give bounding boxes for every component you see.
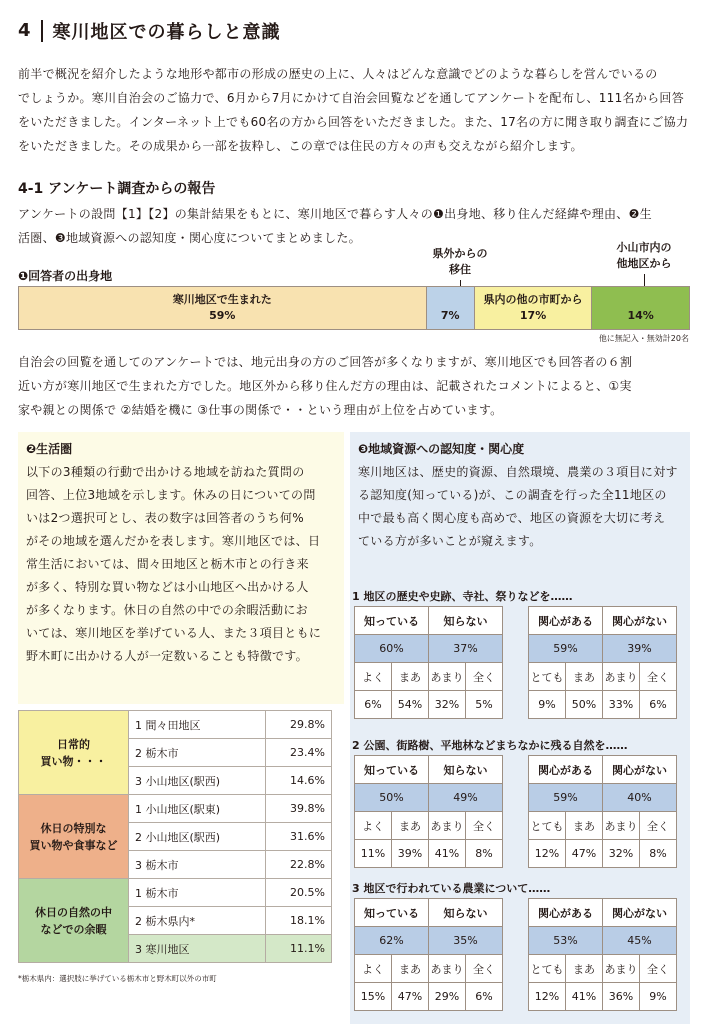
table-sub-header-cell: まあ [566, 812, 603, 840]
activity-category-line: 日常的 [57, 737, 90, 751]
table-value-row [529, 983, 677, 1011]
segment-value: 17% [519, 309, 547, 322]
origin-text-line: 自治会の回覧を通してのアンケートでは、地元出身の方のご回答が多くなりますが、寒川地区でも回答者の６割 [18, 355, 633, 369]
table-percent-row [355, 927, 503, 955]
activity-value: 39.8% [266, 795, 332, 823]
life-sphere-title: ❷生活圏 [26, 442, 73, 456]
activity-table [18, 710, 332, 963]
table-header-row [529, 756, 677, 784]
table-value-cell: 47% [392, 983, 429, 1011]
segment-label: 県内の他の市町から [483, 293, 583, 306]
table-percent-cell: 40% [603, 784, 677, 812]
table-sub-header-row [355, 663, 503, 691]
activity-category [19, 711, 129, 795]
table-sub-header-cell: 全く [466, 955, 503, 983]
table-header-row [529, 899, 677, 927]
table-header-cell: 知らない [429, 756, 503, 784]
activity-category [19, 795, 129, 879]
table-value-row [355, 691, 503, 719]
table-sub-header-cell: よく [355, 812, 392, 840]
resources-text-line: 中で最も高く関心度も高めで、地区の資源を大切に考え [358, 511, 666, 525]
origin-chart-title: ❶回答者の出身地 [18, 269, 113, 283]
table-percent-cell: 49% [429, 784, 503, 812]
survey-intro-line: 活圏、❸地域資源への認知度・関心度についてまとめました。 [18, 231, 361, 245]
segment-value: 59% [209, 309, 236, 322]
table-sub-header-cell: あまり [603, 663, 640, 691]
callout-line-text: 小山市内の [616, 241, 672, 254]
table-percent-cell: 45% [603, 927, 677, 955]
table-header-cell: 知らない [429, 607, 503, 635]
table-sub-header-row [355, 812, 503, 840]
table-header-cell: 知っている [355, 756, 429, 784]
table-percent-cell: 59% [529, 635, 603, 663]
activity-place: 3 栃木市 [129, 851, 266, 879]
table-header-cell: 関心がある [529, 899, 603, 927]
activity-value: 22.8% [266, 851, 332, 879]
segment-value: 14% [627, 309, 654, 322]
awareness-table [354, 606, 503, 719]
table-sub-header-cell: まあ [392, 955, 429, 983]
table-header-row [355, 756, 503, 784]
table-value-cell: 11% [355, 840, 392, 868]
survey-intro-line: アンケートの設問【1】【2】の集計結果をもとに、寒川地区で暮らす人々の❶出身地、移り住んだ経緯や理由、❷生 [18, 207, 652, 221]
table-header-cell: 関心がない [603, 756, 677, 784]
table-sub-header-cell: あまり [603, 955, 640, 983]
origin-chart-note: 他に無記入・無効計20名 [598, 334, 689, 343]
table-sub-header-cell: まあ [566, 663, 603, 691]
table-value-cell: 8% [640, 840, 677, 868]
table-percent-cell: 37% [429, 635, 503, 663]
activity-place: 3 寒川地区 [129, 935, 266, 963]
table-header-cell: 知っている [355, 899, 429, 927]
resources-text-line: ている方が多いことが窺えます。 [358, 534, 542, 548]
table-sub-header-cell: とても [529, 812, 566, 840]
table-header-cell: 関心がある [529, 607, 603, 635]
table-percent-row [355, 635, 503, 663]
table-value-cell: 15% [355, 983, 392, 1011]
table-header-cell: 関心がある [529, 756, 603, 784]
activity-value: 18.1% [266, 907, 332, 935]
table-percent-cell: 60% [355, 635, 429, 663]
activity-place: 1 小山地区(駅東) [129, 795, 266, 823]
table-value-cell: 39% [392, 840, 429, 868]
origin-bar-segment [427, 287, 475, 329]
table-header-cell: 関心がない [603, 607, 677, 635]
activity-category [19, 879, 129, 963]
question-title: 1 地区の歴史や史跡、寺社、祭りなどを…… [352, 590, 573, 603]
callout-line-text: 他地区から [616, 257, 672, 270]
table-value-cell: 8% [466, 840, 503, 868]
callout-outside-prefecture [420, 246, 500, 278]
table-sub-header-cell: あまり [603, 812, 640, 840]
table-sub-header-cell: あまり [429, 812, 466, 840]
activity-value: 29.8% [266, 711, 332, 739]
callout-line-text: 県外からの [432, 247, 488, 260]
table-header-row [355, 607, 503, 635]
origin-bar-segment [19, 287, 427, 329]
activity-category-line: などでの余暇 [40, 922, 107, 936]
activity-category-line: 買い物や食事など [29, 838, 118, 852]
table-sub-header-cell: とても [529, 955, 566, 983]
activity-category-line: 休日の特別な [40, 821, 107, 835]
activity-row [19, 879, 332, 907]
table-percent-cell: 39% [603, 635, 677, 663]
segment-value: 7% [440, 309, 460, 322]
table-value-row [355, 840, 503, 868]
table-value-cell: 29% [429, 983, 466, 1011]
intro-line: をいただきました。インターネット上でも60名の方から回答をいただきました。また、17名の方に聞き取り調査にご協力 [18, 115, 689, 129]
table-value-cell: 12% [529, 840, 566, 868]
segment-label: 寒川地区で生まれた [172, 293, 272, 306]
activity-place: 2 栃木市 [129, 739, 266, 767]
origin-text-line: 家や親との関係で ②結婚を機に ③仕事の関係で・・という理由が上位を占めています。 [18, 403, 503, 417]
table-sub-header-cell: あまり [429, 663, 466, 691]
interest-table [528, 606, 677, 719]
table-percent-row [355, 784, 503, 812]
table-percent-row [529, 784, 677, 812]
activity-value: 11.1% [266, 935, 332, 963]
activity-place: 2 小山地区(駅西) [129, 823, 266, 851]
activity-place: 1 栃木市 [129, 879, 266, 907]
life-text-line: がその地域を選んだかを表します。寒川地区では、日 [26, 534, 321, 548]
activity-row [19, 795, 332, 823]
table-value-cell: 9% [529, 691, 566, 719]
table-sub-header-cell: 全く [640, 812, 677, 840]
question-title: 2 公園、街路樹、平地林などまちなかに残る自然を…… [352, 739, 628, 752]
subsection-title: 4-1 アンケート調査からの報告 [18, 181, 216, 197]
question-title: 3 地区で行われている農業について…… [352, 882, 551, 895]
table-value-cell: 36% [603, 983, 640, 1011]
table-value-cell: 6% [640, 691, 677, 719]
table-percent-cell: 59% [529, 784, 603, 812]
table-percent-cell: 53% [529, 927, 603, 955]
table-value-row [355, 983, 503, 1011]
table-value-cell: 9% [640, 983, 677, 1011]
table-header-cell: 知っている [355, 607, 429, 635]
table-sub-header-row [355, 955, 503, 983]
table-sub-header-row [529, 812, 677, 840]
table-percent-row [529, 927, 677, 955]
table-sub-header-row [529, 955, 677, 983]
activity-place: 3 小山地区(駅西) [129, 767, 266, 795]
table-value-cell: 54% [392, 691, 429, 719]
activity-value: 20.5% [266, 879, 332, 907]
interest-table [528, 755, 677, 868]
table-percent-row [529, 635, 677, 663]
table-percent-cell: 35% [429, 927, 503, 955]
table-sub-header-row [529, 663, 677, 691]
callout-line-text: 移住 [449, 263, 471, 276]
intro-line: 前半で概況を紹介したような地形や都市の形成の歴史の上に、人々はどんな意識でどのような暮らしを営んでいるの [18, 67, 658, 81]
life-text-line: 野木町に出かける人が一定数いることも特徴です。 [26, 649, 308, 663]
life-text-line: 以下の3種類の行動で出かける地域を訪ねた質問の [26, 465, 305, 479]
activity-place: 2 栃木県内* [129, 907, 266, 935]
table-value-cell: 6% [355, 691, 392, 719]
origin-stacked-bar [18, 286, 690, 330]
activity-category-line: 休日の自然の中 [35, 905, 112, 919]
resources-title: ❸地域資源への認知度・関心度 [358, 442, 525, 456]
table-percent-cell: 50% [355, 784, 429, 812]
section-title: 寒川地区での暮らしと意識 [52, 22, 281, 43]
table-value-row [529, 691, 677, 719]
activity-value: 14.6% [266, 767, 332, 795]
table-value-row [529, 840, 677, 868]
table-sub-header-cell: あまり [429, 955, 466, 983]
survey-intro [18, 202, 690, 250]
table-value-cell: 41% [566, 983, 603, 1011]
origin-text [18, 350, 690, 422]
life-text-line: が多く、特別な買い物などは小山地区へ出かける人 [26, 580, 309, 594]
table-sub-header-cell: よく [355, 663, 392, 691]
life-text-line: が多くなります。休日の自然の中での余暇活動にお [26, 603, 308, 617]
activity-place: 1 間々田地区 [129, 711, 266, 739]
life-text-line: 回答、上位3地域を示します。休みの日についての問 [26, 488, 316, 502]
section-number: 4 [18, 20, 43, 42]
interest-table [528, 898, 677, 1011]
footnote: *栃木県内：選択肢に挙げている栃木市と野木町以外の市町 [18, 974, 217, 983]
table-sub-header-cell: まあ [392, 663, 429, 691]
table-sub-header-cell: 全く [466, 663, 503, 691]
table-value-cell: 6% [466, 983, 503, 1011]
table-value-cell: 41% [429, 840, 466, 868]
callout-other-city [604, 240, 684, 272]
life-sphere-box [18, 432, 344, 704]
table-sub-header-cell: 全く [466, 812, 503, 840]
origin-bar-segment [592, 287, 689, 329]
table-value-cell: 47% [566, 840, 603, 868]
activity-row [19, 711, 332, 739]
table-value-cell: 32% [429, 691, 466, 719]
origin-text-line: 近い方が寒川地区で生まれた方でした。地区外から移り住んだ方の理由は、記載されたコメントによると、①実 [18, 379, 632, 393]
table-percent-cell: 62% [355, 927, 429, 955]
table-sub-header-cell: まあ [392, 812, 429, 840]
table-value-cell: 33% [603, 691, 640, 719]
table-value-cell: 50% [566, 691, 603, 719]
life-text-line: 常生活においては、間々田地区と栃木市との行き来 [26, 557, 309, 571]
life-sphere-text [18, 457, 344, 668]
awareness-table [354, 755, 503, 868]
intro-line: をいただきました。その成果から一部を抜粋し、この章では住民の方々の声も交えながら紹介します。 [18, 139, 583, 153]
life-text-line: いは2つ選択可とし、表の数字は回答者のうち何% [26, 511, 304, 525]
resources-text-line: 寒川地区は、歴史的資源、自然環境、農業の３項目に対す [358, 465, 678, 479]
activity-category-line: 買い物・・・ [40, 754, 107, 768]
section-heading [18, 16, 688, 46]
table-value-cell: 5% [466, 691, 503, 719]
table-sub-header-cell: 全く [640, 955, 677, 983]
table-header-row [529, 607, 677, 635]
table-header-row [355, 899, 503, 927]
table-value-cell: 12% [529, 983, 566, 1011]
activity-value: 31.6% [266, 823, 332, 851]
table-sub-header-cell: とても [529, 663, 566, 691]
origin-bar-segment [475, 287, 592, 329]
table-sub-header-cell: よく [355, 955, 392, 983]
activity-value: 23.4% [266, 739, 332, 767]
table-header-cell: 知らない [429, 899, 503, 927]
table-value-cell: 32% [603, 840, 640, 868]
intro-paragraph [18, 62, 690, 158]
table-header-cell: 関心がない [603, 899, 677, 927]
resources-text [350, 457, 690, 553]
table-sub-header-cell: 全く [640, 663, 677, 691]
awareness-table [354, 898, 503, 1011]
table-sub-header-cell: まあ [566, 955, 603, 983]
resources-text-line: る認知度(知っている)が、この調査を行った全11地区の [358, 488, 667, 502]
intro-line: でしょうか。寒川自治会のご協力で、6月から7月にかけて自治会回覧などを通してアンケートを配布し、111名から回答 [18, 91, 685, 105]
life-text-line: いては、寒川地区を挙げている人、また３項目ともに [26, 626, 322, 640]
